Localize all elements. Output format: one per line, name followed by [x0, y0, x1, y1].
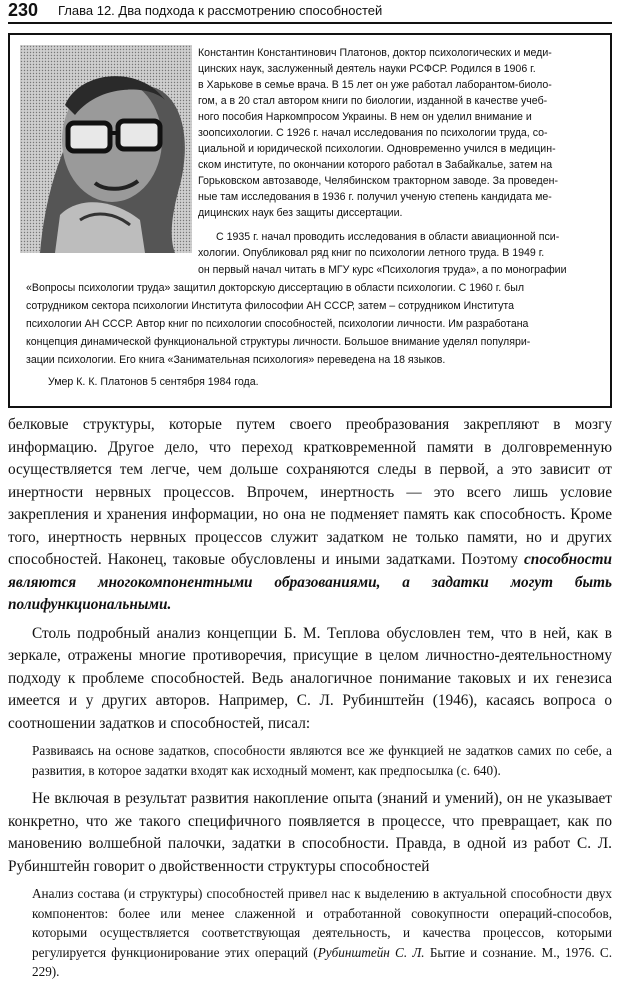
bio-line: сотрудником сектора психологии Института философии АН СССР, затем – сотрудником Института	[26, 300, 515, 312]
block-quote: Развиваясь на основе задатков, способности являются все же функцией не задатков самих по себе, а развития, в которое задатки входят как исходный момент, как предпосылка (с. 640).	[32, 743, 612, 778]
bio-line: зации психологии. Его книга «Занимательная психология» переведена на 18 языков.	[26, 354, 446, 366]
bio-line: цинских наук, заслуженный деятель науки РСФСР. Родился в 1906 г.	[198, 63, 536, 75]
bio-line: ском институте, по окончании которого работал в Забайкалье, затем на	[198, 159, 553, 171]
emphasis-text: способности являются многокомпонентными образованиями, а задатки могут быть полифункциональными.	[8, 551, 612, 613]
paragraph: Не включая в результат развития накопление опыта (знаний и умений), он не указывает конкретно, что же такого специфичного появляется в процессе, что превращает, как по мановению волшебной палочки, задатки в способности. Правда, в одной из работ С. Л. Рубинштейн говорит о двойственности структуры способностей	[8, 790, 612, 875]
bio-line: «Вопросы психологии труда» защитил докторскую диссертацию в области психологии. С 1960 г. был	[26, 282, 525, 294]
bio-line: в Харькове в семье врача. В 15 лет он уже работал лаборантом-биоло-	[198, 79, 552, 91]
portrait-photo	[20, 45, 192, 253]
biography-box	[8, 33, 612, 408]
bio-line: циальной и юридической психологии. Одновременно учился в медицин-	[198, 143, 556, 155]
bio-line: Константин Константинович Платонов, доктор психологических и меди-	[198, 47, 552, 59]
bio-line: Горьковском автозаводе, Челябинском тракторном заводе. За проведен-	[198, 175, 558, 187]
paragraph: Столь подробный анализ концепции Б. М. Теплова обусловлен тем, что в ней, как в зеркале, отражены многие противоречия, присущие в целом личностно-деятельностному подходу к проблеме способностей. Ведь аналогичное понимание таковых и их генезиса имеется и у других авторов. Например, С. Л. Рубинштейн (1946), касаясь вопроса о соотношении задатков и способностей, писал:	[8, 624, 612, 732]
page-number: 230	[8, 0, 39, 20]
citation-author: Рубинштейн С. Л.	[317, 944, 425, 960]
bio-line: зоопсихологии. С 1926 г. начал исследования по психологии труда, со-	[198, 127, 548, 139]
block-quote	[8, 884, 612, 982]
bio-line: концепция динамической функциональной структуры личности. Большое внимание уделял популяри-	[26, 336, 531, 348]
citation-source: Бытие и сознание. М., 1976. С. 229).	[32, 944, 612, 979]
bio-line: он первый начал читать в МГУ курс «Психология труда», а по монографии	[198, 264, 567, 276]
bio-line: дицинских наук без защиты диссертации.	[198, 207, 403, 219]
bio-line: гом, а в 20 стал автором книги по биологии, изданной в качестве учеб-	[198, 95, 548, 107]
bio-line: хологии. Опубликовал ряд книг по психологии летного труда. В 1949 г.	[198, 247, 545, 259]
chapter-title: Глава 12. Два подхода к рассмотрению способностей	[58, 3, 383, 18]
bio-line: ного пособия Наркомпросом Украины. В нем он уделил внимание и	[198, 111, 532, 123]
paragraph-text: белковые структуры, которые путем своего преобразования закрепляют в мозгу информацию. Другое дело, что переход кратковременной памяти в долговременную осуществляется тем легче, чем дольше сохраняются следы в первой, а это зависит от инертности нервных процессов. Впрочем, инертность — это всего лишь условие закрепления и хранения информации, но она не подменяет память как способность. Кроме того, инертность нервных процессов служит задатком не только памяти, но и других способностей. Наконец, таковые обусловлены и иными задатками. Поэтому	[8, 416, 612, 568]
paragraph	[8, 414, 612, 617]
main-text	[8, 414, 612, 990]
bio-line: Умер К. К. Платонов 5 сентября 1984 года.	[48, 376, 259, 388]
bio-line: ные там исследования в 1936 г. получил ученую степень кандидата ме-	[198, 191, 552, 203]
quote-text: Анализ состава (и структуры) способностей привел нас к выделению в актуальной способности двух компонентов: более или менее слаженной и отработанной совокупности операций-способов, которыми осуществляется соответствующая деятельность, и качества процессов, которыми регулируется функционирование этих операций (	[32, 886, 612, 960]
bio-line: психологии АН СССР. Автор книг по психологии способностей, психологии личности. Им разработана	[26, 318, 529, 330]
page-header	[8, 2, 612, 24]
bio-line: С 1935 г. начал проводить исследования в области авиационной пси-	[216, 231, 560, 243]
